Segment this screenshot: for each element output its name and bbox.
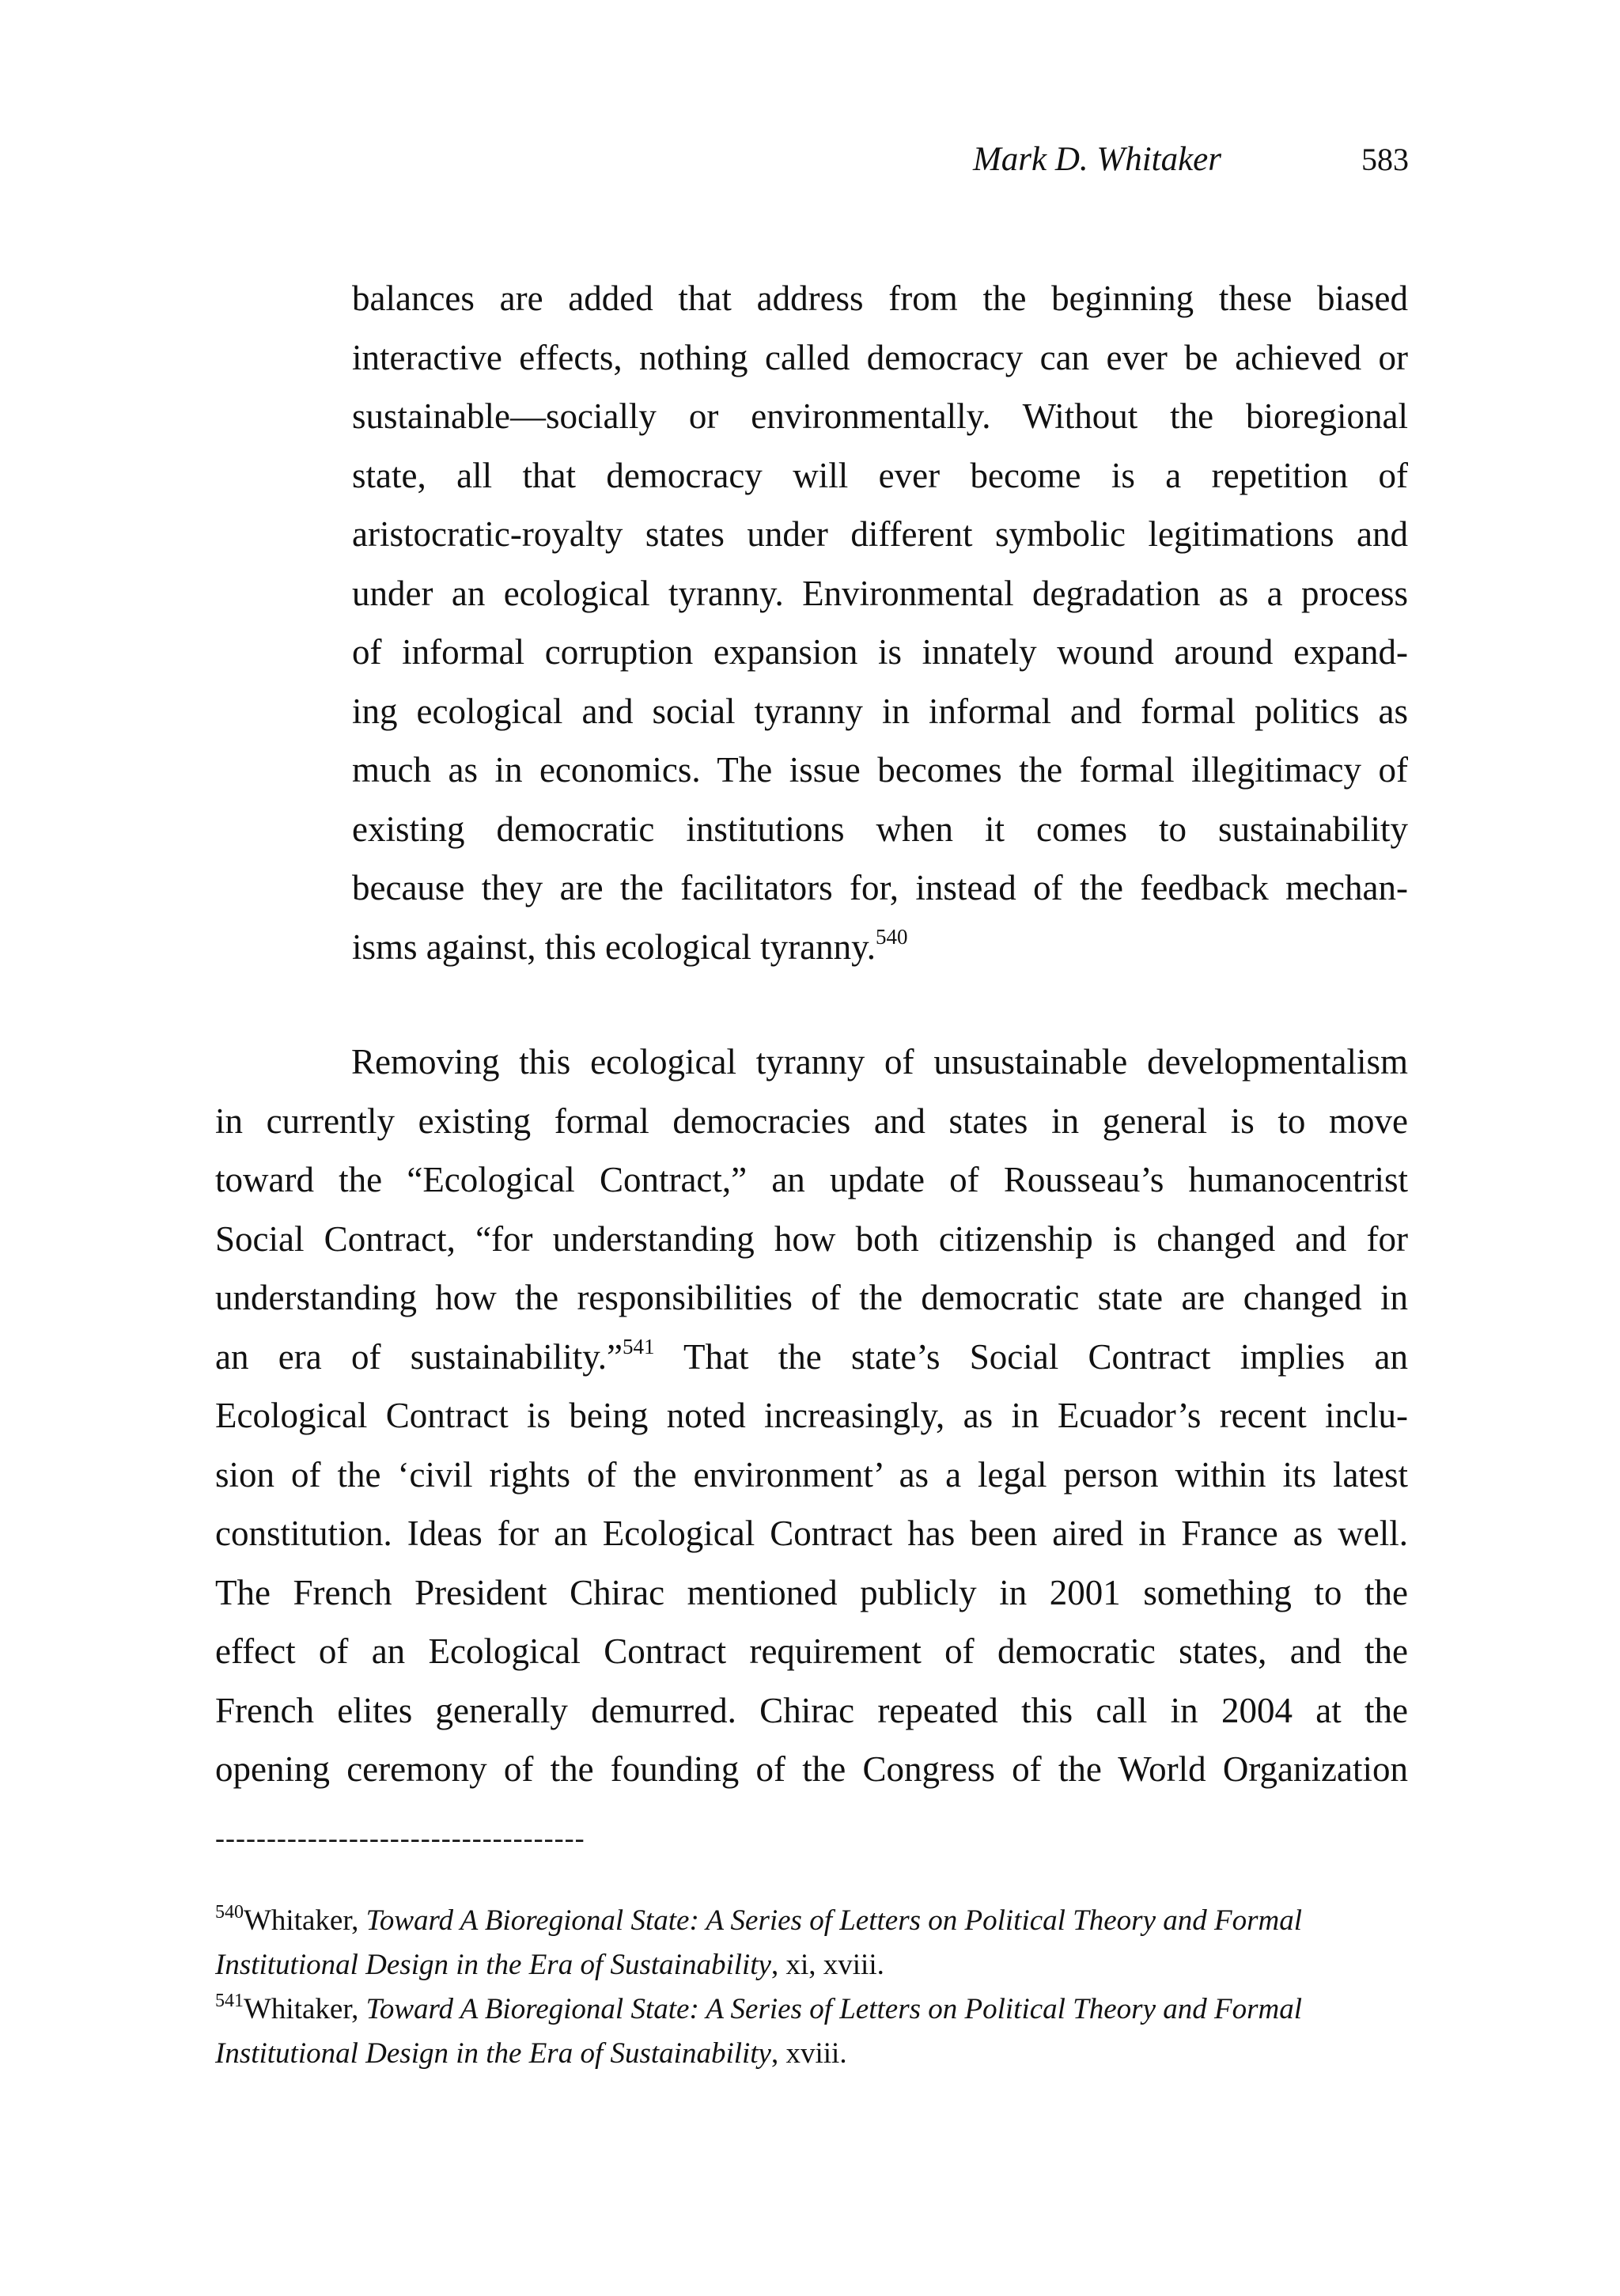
body-paragraph	[215, 1032, 1408, 1799]
quote-line: much as in economics. The issue becomes the formal illegitimacy of	[352, 750, 1408, 790]
quote-line: of informal corruption expansion is innately wound around expand-	[352, 632, 1408, 672]
paragraph-line: toward the “Ecological Contract,” an update of Rousseau’s humanocentrist	[215, 1160, 1408, 1199]
footnote-540-line-2	[215, 1943, 1408, 1987]
paragraph-line: opening ceremony of the founding of the Congress of the World Organization	[215, 1749, 1408, 1789]
paragraph-line-text: That the state’s Social Contract implies an	[654, 1336, 1408, 1377]
footnote-ref-540: 540	[875, 924, 908, 949]
footnote-title: Toward A Bioregional State: A Series of Letters on Political Theory and Formal	[365, 1904, 1303, 1937]
quote-line: interactive effects, nothing called democracy can ever be achieved or	[352, 337, 1408, 377]
footnote-number: 540	[215, 1902, 244, 1923]
running-head-author: Mark D. Whitaker	[972, 141, 1221, 178]
paragraph-line: constitution. Ideas for an Ecological Contract has been aired in France as well.	[215, 1514, 1408, 1553]
footnote-number: 541	[215, 1991, 244, 2011]
page-number: 583	[1361, 142, 1409, 177]
paragraph-line: in currently existing formal democracies and states in general is to move	[215, 1101, 1408, 1141]
quote-line: state, all that democracy will ever become is a repetition of	[352, 455, 1408, 495]
quote-line: sustainable—socially or environmentally. Without the bioregional	[352, 396, 1408, 436]
footnote-title: Toward A Bioregional State: A Series of Letters on Political Theory and Formal	[365, 1993, 1303, 2025]
footnote-541-line-2	[215, 2032, 1408, 2076]
footnote-ref-541: 541	[623, 1334, 655, 1358]
quote-line-last	[352, 918, 1408, 977]
footnote-author: Whitaker,	[244, 1904, 366, 1937]
quote-line: because they are the facilitators for, instead of the feedback mechan-	[352, 868, 1408, 907]
paragraph-line: understanding how the responsibilities of the democratic state are changed in	[215, 1278, 1408, 1317]
footnote-title: Institutional Design in the Era of Sustainability	[215, 1949, 771, 1981]
footnote-title: Institutional Design in the Era of Sustainability	[215, 2037, 771, 2070]
paragraph-line: Social Contract, “for understanding how both citizenship is changed and for	[215, 1218, 1408, 1259]
quote-line-text: isms against, this ecological tyranny.	[352, 926, 876, 967]
page-header	[0, 139, 1620, 187]
paragraph-line-with-ref	[215, 1328, 1408, 1387]
quote-line: aristocratic-royalty states under different symbolic legitimations and	[352, 514, 1408, 554]
footnote-pages: , xi, xviii.	[770, 1949, 884, 1981]
block-quote	[352, 269, 1408, 976]
paragraph-line: The French President Chirac mentioned publicly in 2001 something to the	[215, 1572, 1408, 1612]
footnote-separator: ------------------------------------	[215, 1822, 585, 1854]
quote-line: under an ecological tyranny. Environmental degradation as a process	[352, 573, 1408, 613]
footnote-pages: , xviii.	[770, 2037, 847, 2070]
footnote-540-line-1	[215, 1899, 1408, 1943]
footnote-541-line-1	[215, 1987, 1408, 2032]
footnote-author: Whitaker,	[244, 1993, 366, 2025]
quote-line: existing democratic institutions when it comes to sustainability	[352, 809, 1408, 849]
quote-line: balances are added that address from the beginning these biased	[352, 278, 1408, 318]
quote-line: ing ecological and social tyranny in informal and formal politics as	[352, 691, 1408, 731]
footnotes	[215, 1899, 1408, 2076]
paragraph-line: sion of the ‘civil rights of the environment’ as a legal person within its latest	[215, 1454, 1408, 1495]
paragraph-line: French elites generally demurred. Chirac repeated this call in 2004 at the	[215, 1690, 1408, 1730]
paragraph-line: Ecological Contract is being noted increasingly, as in Ecuador’s recent inclu-	[215, 1396, 1408, 1435]
paragraph-line-text: an era of sustainability.”	[215, 1336, 623, 1377]
paragraph-line: Removing this ecological tyranny of unsustainable developmentalism	[351, 1042, 1408, 1082]
paragraph-line: effect of an Ecological Contract requirement of democratic states, and the	[215, 1631, 1408, 1671]
